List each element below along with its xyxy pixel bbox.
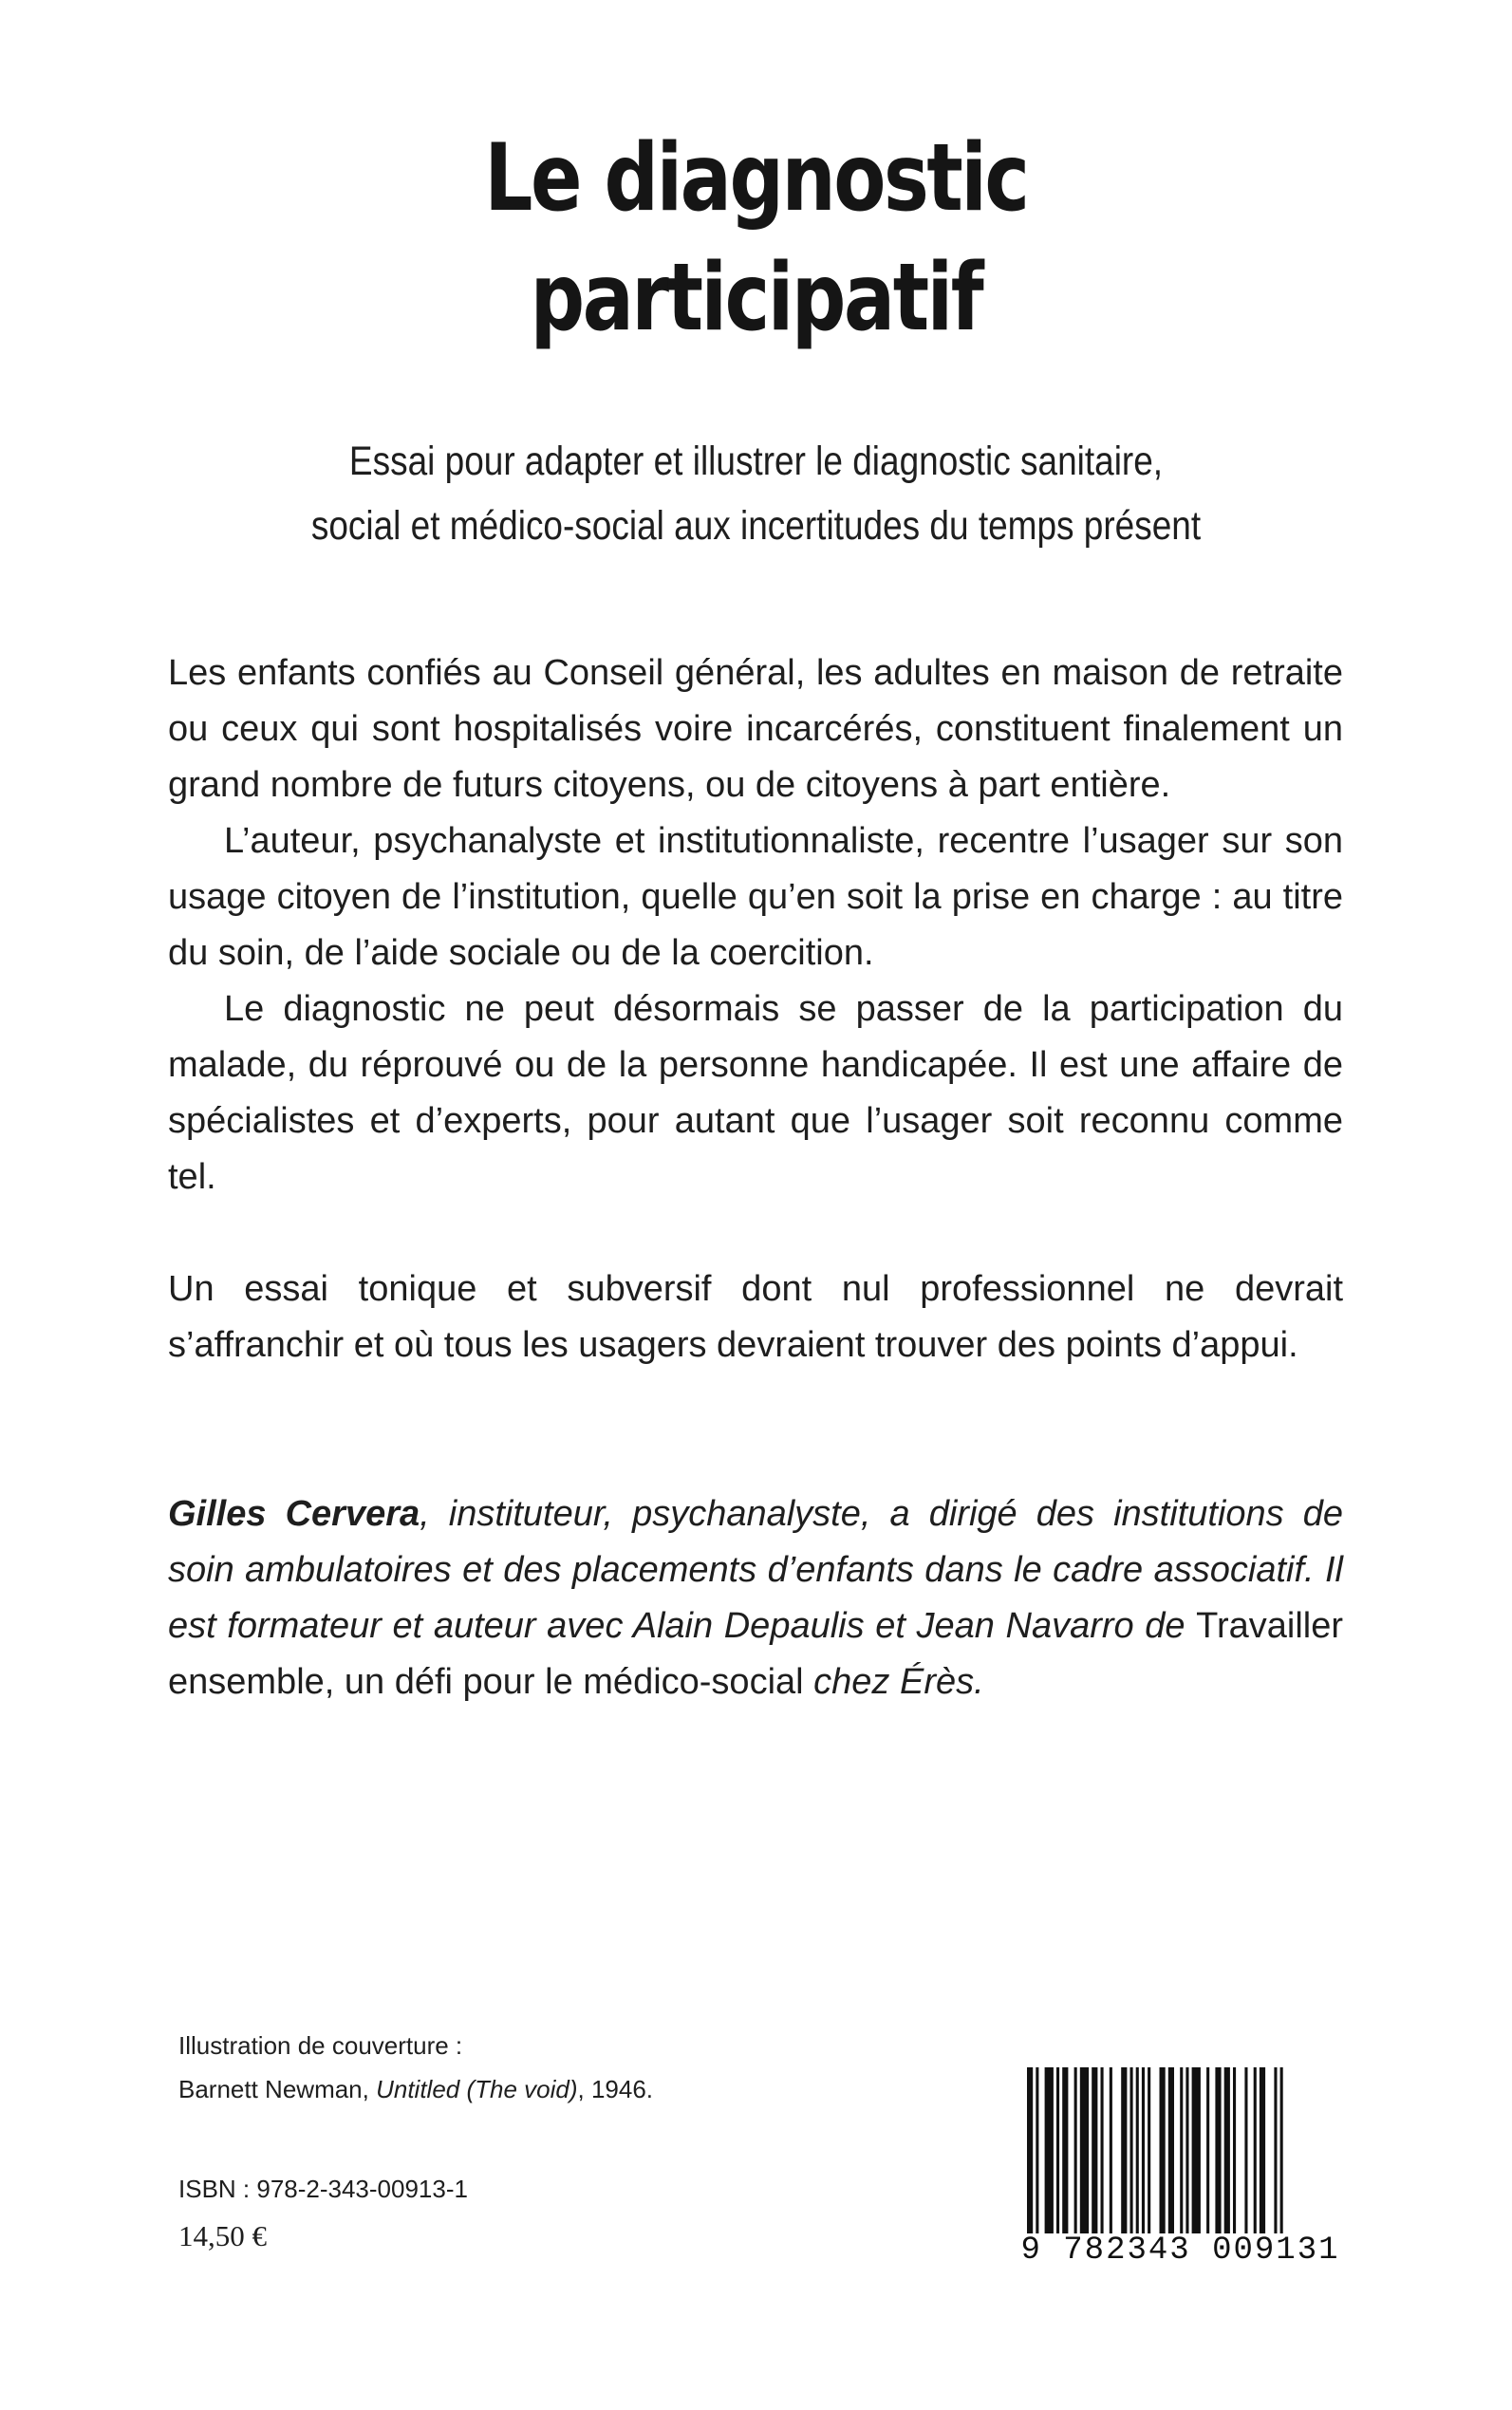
credits-label: Illustration de couverture : bbox=[178, 2031, 463, 2060]
barcode-digits: 9 782343 009131 bbox=[1020, 2233, 1340, 2269]
barcode-bar bbox=[1074, 2067, 1077, 2233]
barcode-bar bbox=[1244, 2067, 1247, 2233]
price: 14,50 € bbox=[178, 2219, 267, 2252]
blurb-paragraph-3: Le diagnostic ne peut désormais se passer de la participation du malade, du réprouvé ou de la personne handicapée. Il est une affaire de spécialistes et d’experts, pour autant que l’usager soit reconnu comme tel. bbox=[168, 989, 1343, 1197]
barcode-bar bbox=[1062, 2067, 1068, 2233]
author-bio-text: , instituteur, psychanalyste, a dirigé des institutions de soin ambulatoires et des placements d’enfants dans le cadre associatif. Il est formateur et auteur avec Alain Depaulis et Jean Navarro de bbox=[168, 1494, 1343, 1646]
barcode-bar bbox=[1130, 2067, 1133, 2233]
barcode-bar bbox=[1121, 2067, 1127, 2233]
barcode-bar bbox=[1206, 2067, 1209, 2233]
barcode-bar bbox=[1056, 2067, 1059, 2233]
book-subtitle bbox=[0, 429, 1512, 558]
barcode-bar bbox=[1101, 2067, 1104, 2233]
barcode-bar bbox=[1080, 2067, 1089, 2233]
barcode-bar bbox=[1045, 2067, 1054, 2233]
barcode-bar bbox=[1274, 2067, 1277, 2233]
author-bio bbox=[168, 1486, 1343, 1710]
blurb-paragraph-4: Un essai tonique et subversif dont nul professionnel ne devrait s’affranchir et où tous les usagers devraient trouver des points d’appui. bbox=[168, 1269, 1343, 1365]
barcode-bar bbox=[1192, 2067, 1201, 2233]
barcode-bar bbox=[1224, 2067, 1230, 2233]
barcode-bar bbox=[1215, 2067, 1221, 2233]
book-subtitle-line-2: social et médico-social aux incertitudes du temps présent bbox=[310, 503, 1202, 549]
book-title bbox=[136, 119, 1375, 358]
credits-artist: Barnett Newman, bbox=[178, 2075, 377, 2103]
barcode-bar bbox=[1180, 2067, 1183, 2233]
credits-year: , 1946. bbox=[577, 2075, 654, 2103]
barcode-bar bbox=[1148, 2067, 1150, 2233]
author-name: Gilles Cervera bbox=[168, 1494, 420, 1534]
book-subtitle-line-1: Essai pour adapter et illustrer le diagnostic sanitaire, bbox=[348, 439, 1164, 484]
barcode-bar bbox=[1036, 2067, 1038, 2233]
book-title-line-1: Le diagnostic bbox=[484, 124, 1028, 233]
barcode-bar bbox=[1092, 2067, 1097, 2233]
author-book-title: Travailler ensemble, un défi pour le médico-social bbox=[168, 1606, 1343, 1702]
isbn: ISBN : 978-2-343-00913-1 bbox=[178, 2175, 468, 2203]
blurb bbox=[168, 645, 1343, 1373]
barcode-bar bbox=[1280, 2067, 1283, 2233]
blurb-paragraph-2: L’auteur, psychanalyste et institutionnaliste, recentre l’usager sur son usage citoyen de l’institution, quelle qu’en soit la prise en charge : au titre du soin, de l’aide sociale ou de la coercition. bbox=[168, 821, 1343, 973]
barcode-bar bbox=[1136, 2067, 1139, 2233]
barcode-bar bbox=[1027, 2067, 1033, 2233]
barcode-bar bbox=[1260, 2067, 1265, 2233]
barcode bbox=[1017, 2067, 1343, 2278]
barcode-bar bbox=[1160, 2067, 1166, 2233]
barcode-bar bbox=[1254, 2067, 1257, 2233]
barcode-bar bbox=[1168, 2067, 1174, 2233]
blurb-paragraph-1: Les enfants confiés au Conseil général, les adultes en maison de retraite ou ceux qui sont hospitalisés voire incarcérés, constituent finalement un grand nombre de futurs citoyens, ou de citoyens à part entière. bbox=[168, 653, 1343, 805]
author-bio-publisher: chez Érès. bbox=[803, 1662, 984, 1702]
barcode-bar bbox=[1142, 2067, 1145, 2233]
barcode-bar bbox=[1185, 2067, 1188, 2233]
credits-line bbox=[178, 2067, 653, 2111]
illustration-credits bbox=[178, 2024, 653, 2111]
barcode-bars bbox=[1017, 2067, 1343, 2233]
book-title-line-2: participatif bbox=[530, 244, 982, 352]
barcode-bar bbox=[1110, 2067, 1112, 2233]
credits-artwork: Untitled (The void) bbox=[376, 2075, 578, 2103]
barcode-bar bbox=[1233, 2067, 1236, 2233]
